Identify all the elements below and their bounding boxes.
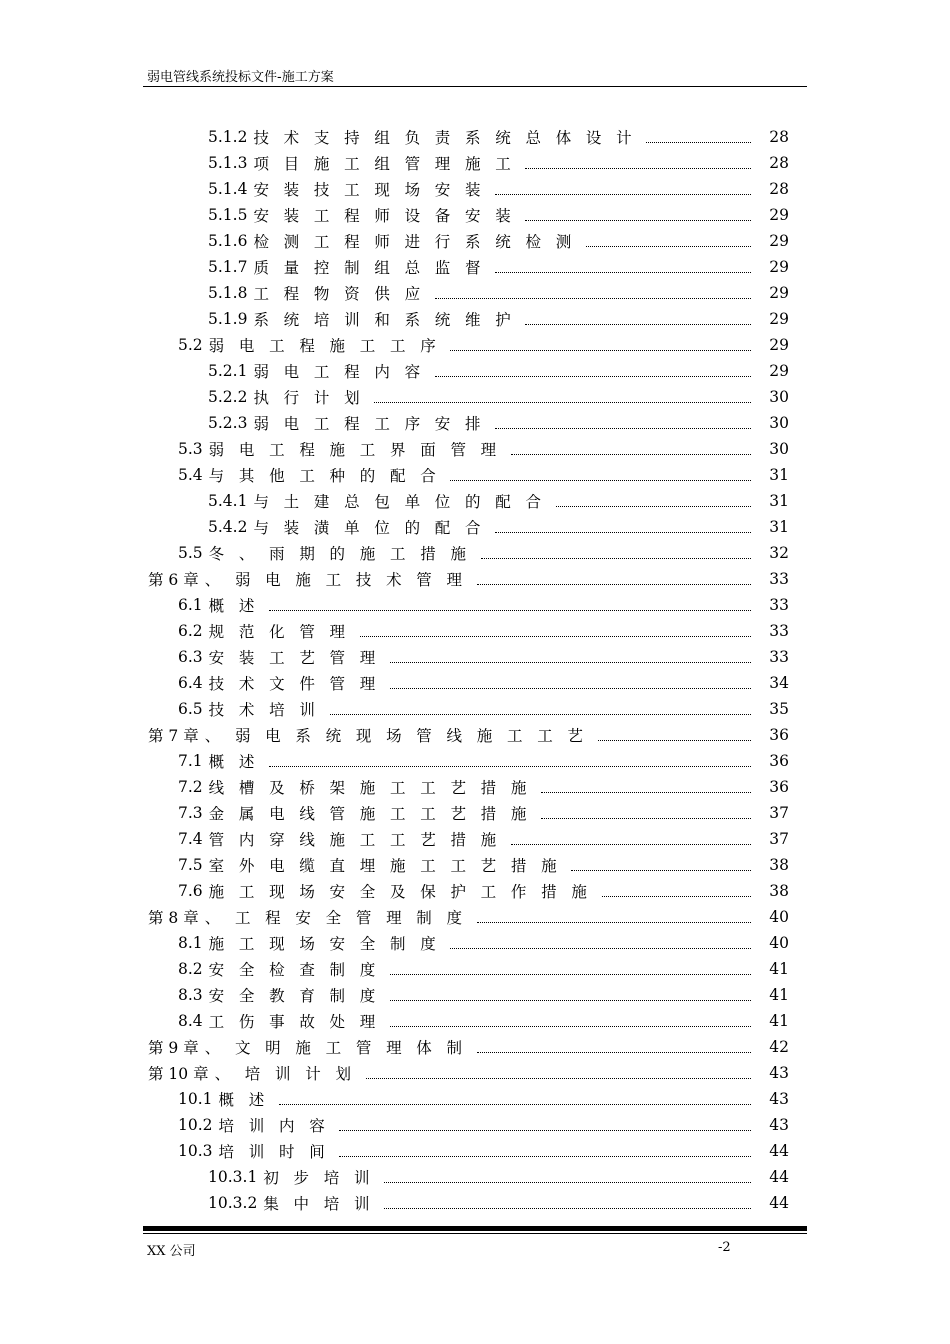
toc-entry-page: 37 [769, 804, 789, 822]
toc-dot-leader [360, 636, 751, 637]
header-title: 弱电管线系统投标文件-施工方案 [147, 70, 334, 85]
toc-dot-leader [525, 324, 751, 325]
toc-entry-title: 、培训计划 [214, 1065, 366, 1083]
toc-entry-page: 36 [769, 726, 789, 744]
toc-dot-leader [646, 142, 751, 143]
toc-entry[interactable] [148, 332, 789, 358]
toc-entry-page: 43 [769, 1090, 789, 1108]
toc-entry[interactable] [148, 774, 789, 800]
toc-dot-leader [339, 1130, 751, 1131]
toc-entry-number: 5.1.2 [208, 128, 248, 146]
toc-entry[interactable] [148, 436, 789, 462]
toc-entry[interactable] [148, 384, 789, 410]
toc-entry-number: 10.3 [178, 1142, 213, 1160]
toc-entry-page: 31 [769, 466, 789, 484]
toc-entry-title: 初步培训 [263, 1169, 385, 1187]
footer-company: XX 公司 [147, 1244, 196, 1259]
toc-entry-title: 弱电工程工序安排 [253, 415, 496, 433]
toc-entry-title: 项目施工组管理施工 [253, 155, 526, 173]
toc-entry[interactable] [148, 982, 789, 1008]
toc-entry-page: 44 [769, 1168, 789, 1186]
toc-entry-number: 7.2 [178, 778, 203, 796]
toc-entry-page: 33 [769, 622, 789, 640]
toc-entry-number: 5.2 [178, 336, 203, 354]
toc-entry-page: 33 [769, 648, 789, 666]
toc-entry-page: 28 [769, 154, 789, 172]
toc-entry-title: 弱电工程内容 [253, 363, 435, 381]
toc-entry-number: 8.2 [178, 960, 203, 978]
toc-entry[interactable] [148, 1138, 789, 1164]
toc-dot-leader [435, 376, 751, 377]
toc-entry-title: 概述 [218, 1091, 279, 1109]
toc-dot-leader [390, 974, 751, 975]
toc-entry-number: 7.6 [178, 882, 203, 900]
toc-entry-title: 安全教育制度 [208, 987, 391, 1005]
toc-entry-title: 安装工艺管理 [208, 649, 391, 667]
toc-entry-page: 36 [769, 752, 789, 770]
toc-entry[interactable] [148, 540, 789, 566]
toc-entry-number: 第 9 章 [148, 1039, 199, 1057]
toc-entry[interactable] [148, 644, 789, 670]
toc-entry-title: 安装工程师设备安装 [253, 207, 526, 225]
toc-dot-leader [481, 558, 751, 559]
toc-entry-title: 与其他工种的配合 [208, 467, 451, 485]
toc-dot-leader [556, 506, 751, 507]
toc-entry-number: 5.1.4 [208, 180, 248, 198]
toc-entry[interactable] [148, 306, 789, 332]
footer-rule-thin [143, 1233, 807, 1234]
toc-entry[interactable] [148, 904, 789, 930]
toc-entry-number: 8.4 [178, 1012, 203, 1030]
toc-dot-leader [525, 168, 751, 169]
toc-dot-leader [602, 896, 751, 897]
toc-entry-number: 7.4 [178, 830, 203, 848]
toc-entry-title: 冬、雨期的施工措施 [208, 545, 481, 563]
toc-entry-page: 28 [769, 128, 789, 146]
toc-entry-page: 41 [769, 1012, 789, 1030]
toc-entry-number: 5.1.5 [208, 206, 248, 224]
toc-entry-page: 29 [769, 258, 789, 276]
toc-entry[interactable] [148, 566, 789, 592]
toc-entry-number: 6.2 [178, 622, 203, 640]
toc-entry[interactable] [148, 488, 789, 514]
toc-entry-title: 集中培训 [263, 1195, 385, 1213]
toc-dot-leader [390, 1026, 751, 1027]
toc-dot-leader [541, 792, 751, 793]
toc-entry-number: 5.5 [178, 544, 203, 562]
toc-entry[interactable] [148, 254, 789, 280]
toc-entry-number: 第 8 章 [148, 909, 199, 927]
toc-entry[interactable] [148, 1008, 789, 1034]
toc-entry-number: 6.3 [178, 648, 203, 666]
toc-entry[interactable] [148, 956, 789, 982]
toc-entry[interactable] [148, 410, 789, 436]
toc-entry-title: 弱电工程施工界面管理 [208, 441, 511, 459]
toc-dot-leader [384, 1182, 751, 1183]
toc-entry-number: 6.1 [178, 596, 203, 614]
toc-entry-title: 弱电工程施工工序 [208, 337, 451, 355]
toc-entry-page: 29 [769, 362, 789, 380]
toc-entry-title: 施工现场安全制度 [208, 935, 451, 953]
toc-entry-number: 10.3.2 [208, 1194, 258, 1212]
toc-dot-leader [598, 740, 751, 741]
toc-entry[interactable] [148, 592, 789, 618]
footer-rule [143, 1226, 807, 1231]
toc-entry-number: 第 7 章 [148, 727, 199, 745]
toc-dot-leader [269, 610, 751, 611]
toc-dot-leader [525, 220, 751, 221]
toc-entry-number: 第 6 章 [148, 571, 199, 589]
header-rule [143, 86, 807, 87]
toc-entry-number: 5.1.3 [208, 154, 248, 172]
toc-entry-page: 41 [769, 986, 789, 1004]
toc-entry[interactable] [148, 280, 789, 306]
toc-dot-leader [435, 298, 751, 299]
toc-dot-leader [495, 428, 751, 429]
toc-entry-page: 29 [769, 336, 789, 354]
toc-entry-number: 5.2.1 [208, 362, 248, 380]
toc-entry[interactable] [148, 670, 789, 696]
toc-entry-title: 与装潢单位的配合 [253, 519, 496, 537]
toc-dot-leader [390, 688, 751, 689]
toc-entry-title: 安全检查制度 [208, 961, 391, 979]
toc-entry-title: 、工程安全管理制度 [204, 909, 477, 927]
toc-entry-page: 42 [769, 1038, 789, 1056]
toc-entry[interactable] [148, 150, 789, 176]
toc-entry-title: 工伤事故处理 [208, 1013, 391, 1031]
toc-entry-page: 38 [769, 882, 789, 900]
toc-entry-title: 室外电缆直埋施工工艺措施 [208, 857, 572, 875]
toc-entry-title: 、弱电施工技术管理 [204, 571, 477, 589]
toc-entry[interactable] [148, 748, 789, 774]
toc-entry-number: 5.1.9 [208, 310, 248, 328]
toc-entry-title: 与土建总包单位的配合 [253, 493, 556, 511]
toc-entry[interactable] [148, 722, 789, 748]
toc-entry-number: 10.1 [178, 1090, 213, 1108]
toc-entry-page: 29 [769, 310, 789, 328]
toc-entry-title: 管内穿线施工工艺措施 [208, 831, 511, 849]
toc-entry-number: 7.3 [178, 804, 203, 822]
toc-entry-page: 38 [769, 856, 789, 874]
toc-entry-title: 安装技工现场安装 [253, 181, 496, 199]
toc-dot-leader [495, 532, 751, 533]
toc-entry-page: 30 [769, 414, 789, 432]
toc-entry[interactable] [148, 176, 789, 202]
toc-entry-title: 检测工程师进行系统检测 [253, 233, 586, 251]
toc-entry-page: 44 [769, 1194, 789, 1212]
toc-entry-number: 5.1.8 [208, 284, 248, 302]
toc-entry-page: 37 [769, 830, 789, 848]
toc-dot-leader [511, 454, 751, 455]
toc-entry-title: 技术文件管理 [208, 675, 391, 693]
toc-entry[interactable] [148, 878, 789, 904]
toc-entry-number: 第 10 章 [148, 1065, 209, 1083]
toc-entry-title: 技术培训 [208, 701, 330, 719]
toc-entry-title: 工程物资供应 [253, 285, 435, 303]
toc-entry-title: 概述 [208, 753, 270, 771]
table-of-contents [148, 124, 789, 1216]
toc-dot-leader [279, 1104, 751, 1105]
toc-entry-page: 29 [769, 284, 789, 302]
toc-dot-leader [269, 766, 751, 767]
toc-entry-title: 系统培训和系统维护 [253, 311, 526, 329]
toc-entry-page: 29 [769, 206, 789, 224]
toc-entry[interactable] [148, 462, 789, 488]
toc-entry-number: 7.1 [178, 752, 203, 770]
toc-entry[interactable] [148, 1086, 789, 1112]
toc-entry-page: 32 [769, 544, 789, 562]
toc-entry[interactable] [148, 1164, 789, 1190]
toc-dot-leader [477, 922, 751, 923]
toc-entry-title: 质量控制组总监督 [253, 259, 496, 277]
toc-entry-page: 43 [769, 1116, 789, 1134]
toc-dot-leader [477, 584, 751, 585]
toc-entry[interactable] [148, 1034, 789, 1060]
toc-entry-page: 36 [769, 778, 789, 796]
toc-entry-title: 、文明施工管理体制 [204, 1039, 477, 1057]
toc-dot-leader [366, 1078, 751, 1079]
toc-entry[interactable] [148, 124, 789, 150]
toc-entry-page: 35 [769, 700, 789, 718]
toc-entry[interactable] [148, 358, 789, 384]
toc-entry-number: 10.3.1 [208, 1168, 258, 1186]
toc-entry-number: 7.5 [178, 856, 203, 874]
toc-entry-page: 33 [769, 570, 789, 588]
toc-entry[interactable] [148, 826, 789, 852]
toc-dot-leader [541, 818, 751, 819]
toc-dot-leader [450, 350, 751, 351]
toc-entry-number: 5.1.7 [208, 258, 248, 276]
toc-entry-number: 8.3 [178, 986, 203, 1004]
toc-entry-page: 41 [769, 960, 789, 978]
toc-entry-title: 线槽及桥架施工工艺措施 [208, 779, 542, 797]
toc-entry[interactable] [148, 202, 789, 228]
toc-dot-leader [477, 1052, 751, 1053]
toc-entry[interactable] [148, 514, 789, 540]
toc-dot-leader [390, 662, 751, 663]
toc-dot-leader [495, 194, 751, 195]
toc-entry-title: 概述 [208, 597, 270, 615]
toc-entry[interactable] [148, 800, 789, 826]
toc-entry-title: 规范化管理 [208, 623, 360, 641]
toc-entry-number: 5.3 [178, 440, 203, 458]
toc-dot-leader [495, 272, 751, 273]
toc-entry[interactable] [148, 1060, 789, 1086]
toc-entry-number: 6.5 [178, 700, 203, 718]
toc-entry-page: 30 [769, 388, 789, 406]
toc-entry-page: 43 [769, 1064, 789, 1082]
toc-entry-page: 44 [769, 1142, 789, 1160]
toc-entry-page: 28 [769, 180, 789, 198]
toc-entry-page: 30 [769, 440, 789, 458]
toc-entry-page: 34 [769, 674, 789, 692]
toc-dot-leader [390, 1000, 751, 1001]
toc-entry-title: 施工现场安全及保护工作措施 [208, 883, 602, 901]
toc-entry-title: 培训时间 [218, 1143, 340, 1161]
toc-entry-number: 6.4 [178, 674, 203, 692]
toc-entry-number: 5.1.6 [208, 232, 248, 250]
toc-entry-number: 5.2.2 [208, 388, 248, 406]
footer-page-number: -2 [718, 1240, 731, 1255]
toc-entry-page: 31 [769, 492, 789, 510]
toc-entry[interactable] [148, 930, 789, 956]
toc-entry-number: 5.4.2 [208, 518, 248, 536]
toc-entry[interactable] [148, 618, 789, 644]
toc-entry[interactable] [148, 852, 789, 878]
toc-entry-page: 31 [769, 518, 789, 536]
toc-entry-number: 10.2 [178, 1116, 213, 1134]
toc-entry[interactable] [148, 1112, 789, 1138]
toc-dot-leader [586, 246, 751, 247]
toc-entry-page: 33 [769, 596, 789, 614]
toc-entry[interactable] [148, 1190, 789, 1216]
toc-dot-leader [339, 1156, 751, 1157]
toc-entry-number: 5.4.1 [208, 492, 248, 510]
toc-entry-page: 29 [769, 232, 789, 250]
toc-dot-leader [571, 870, 751, 871]
toc-entry[interactable] [148, 228, 789, 254]
toc-entry-number: 5.2.3 [208, 414, 248, 432]
toc-dot-leader [511, 844, 751, 845]
toc-entry[interactable] [148, 696, 789, 722]
toc-entry-number: 8.1 [178, 934, 203, 952]
toc-dot-leader [450, 948, 751, 949]
toc-dot-leader [374, 402, 751, 403]
toc-entry-title: 金属电线管施工工艺措施 [208, 805, 542, 823]
toc-entry-page: 40 [769, 934, 789, 952]
toc-entry-title: 、弱电系统现场管线施工工艺 [204, 727, 598, 745]
toc-dot-leader [330, 714, 751, 715]
toc-entry-title: 执行计划 [253, 389, 375, 407]
toc-entry-title: 培训内容 [218, 1117, 340, 1135]
toc-dot-leader [384, 1208, 751, 1209]
toc-entry-number: 5.4 [178, 466, 203, 484]
toc-entry-page: 40 [769, 908, 789, 926]
toc-dot-leader [450, 480, 751, 481]
toc-entry-title: 技术支持组负责系统总体设计 [253, 129, 647, 147]
